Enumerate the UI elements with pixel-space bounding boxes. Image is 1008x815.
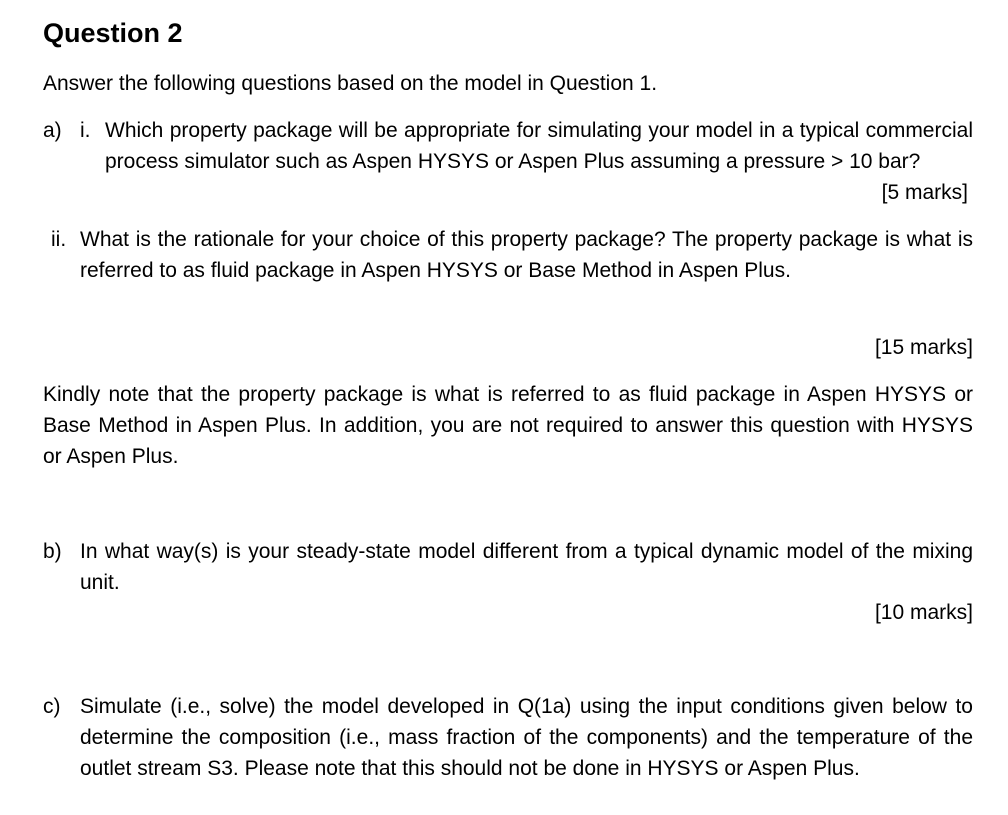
sub-ii-text: What is the rationale for your choice of this property package? The property package is what is referred to as fluid package in Aspen HYSYS or Base Method in Aspen Plus. <box>80 228 973 282</box>
part-b-label: b) <box>43 540 62 563</box>
sub-i-question: Which property package will be appropriate for simulating your model in a typical commercial process simulator such as Aspen HYSYS or Aspen Plus assuming a pressure > 10 bar? <box>105 119 973 173</box>
part-b-text: In what way(s) is your steady-state model different from a typical dynamic model of the mixing unit. <box>80 540 973 594</box>
part-a-sub-i <box>43 115 973 208</box>
sub-ii-marks: [15 marks] <box>874 336 973 359</box>
question-heading: Question 2 <box>43 18 183 48</box>
part-c-text: Simulate (i.e., solve) the model developed in Q(1a) using the input conditions given below to determine the composition (i.e., mass fraction of the components) and the temperature of the outlet stream S3. Please note that this should not be done in HYSYS or Aspen Plus. <box>80 695 973 780</box>
part-a-sub-ii <box>43 224 973 317</box>
part-a-label: a) <box>43 119 62 142</box>
part-b <box>43 536 973 598</box>
part-b-marks: [10 marks] <box>874 601 973 624</box>
sub-ii-label: ii. <box>51 228 67 251</box>
note-paragraph: Kindly note that the property package is what is referred to as fluid package in Aspen HYSYS or Base Method in Aspen Plus. In addition, you are not required to answer this question with HYSYS or Aspen Plus. <box>43 383 973 468</box>
sub-i-text <box>105 115 973 177</box>
part-c-label: c) <box>43 695 61 718</box>
intro-text: Answer the following questions based on the model in Question 1. <box>43 72 658 95</box>
sub-i-label: i. <box>80 119 91 142</box>
part-c <box>43 691 973 815</box>
sub-i-marks: [5 marks] <box>881 181 968 204</box>
